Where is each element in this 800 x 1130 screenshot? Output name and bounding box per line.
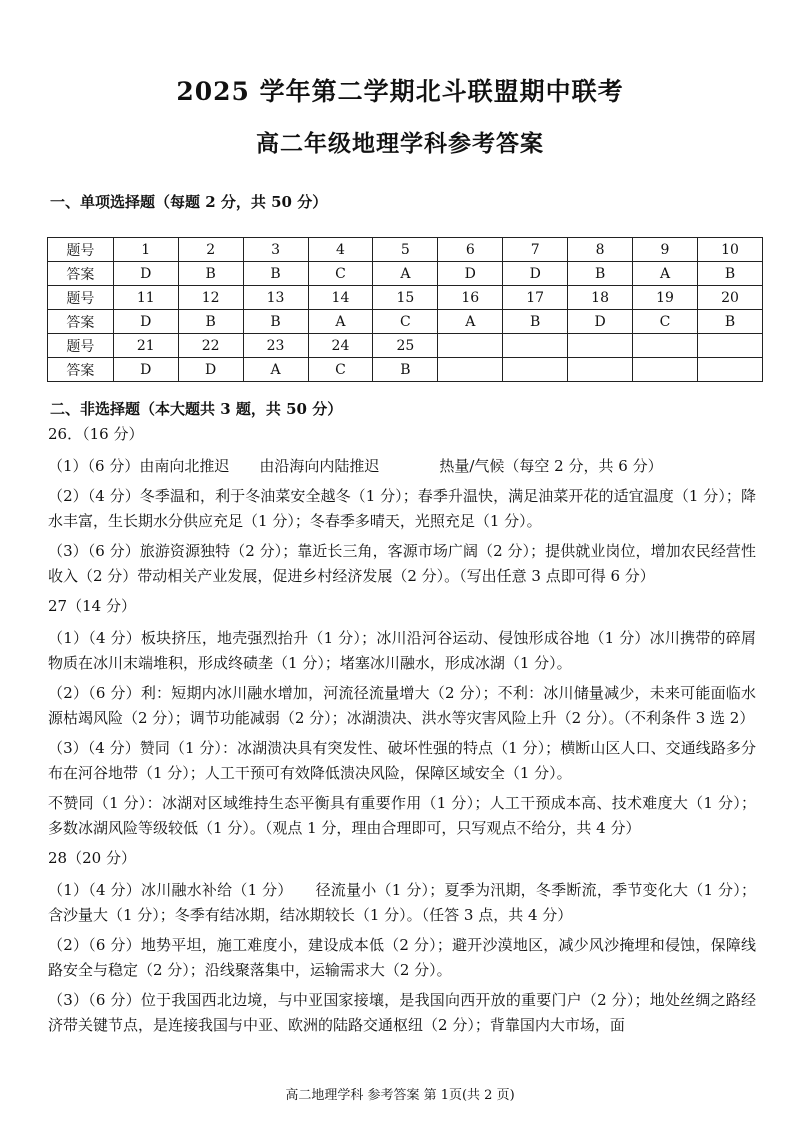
question-number-cell: 2 [178,238,243,262]
question-number-cell: 11 [113,286,178,310]
answer-paragraph: （1）（4 分）冰川融水补给（1 分） 径流量小（1 分）；夏季为汛期，冬季断流，季节变化大（1 分）；含沙量大（1 分）；冬季有结冰期，结冰期较长（1 分）。（任答 3 点，共 4 分） [48,881,756,924]
question-number-cell: 3 [243,238,308,262]
answer-paragraph: （2）（4 分）冬季温和，利于冬油菜安全越冬（1 分）；春季升温快，满足油菜开花的适宜温度（1 分）；降水丰富，生长期水分供应充足（1 分）；冬春季多晴天，光照充足（1 分）。 [48,487,756,530]
exam-subtitle: 高二年级地理学科参考答案 [256,130,544,157]
answer-cell: A [308,310,373,334]
answer-table [47,237,763,382]
question-number-cell [568,334,633,358]
row-label-answer: 答案 [48,310,114,334]
question-number-cell: 22 [178,334,243,358]
question-number-row [48,334,763,358]
section1-heading: 一、单项选择题（每题 2 分，共 50 分） [50,193,328,211]
question-number-cell: 12 [178,286,243,310]
question-heading: 26．（16 分） [48,425,144,443]
answer-cell [697,358,762,382]
row-label-number: 题号 [48,334,114,358]
question-number-cell: 23 [243,334,308,358]
answer-cell: D [178,358,243,382]
question-number-row [48,238,763,262]
question-number-cell: 6 [438,238,503,262]
answer-cell: B [178,310,243,334]
answer-cell: D [113,262,178,286]
answer-cell: B [243,310,308,334]
question-number-cell: 14 [308,286,373,310]
question-number-row [48,286,763,310]
row-label-number: 题号 [48,238,114,262]
answer-cell: C [633,310,698,334]
page-footer: 高二地理学科 参考答案 第 1页(共 2 页) [285,1088,515,1103]
question-number-cell [633,334,698,358]
answer-cell: D [568,310,633,334]
question-number-cell: 7 [503,238,568,262]
question-number-cell: 13 [243,286,308,310]
question-number-cell: 18 [568,286,633,310]
answer-row [48,358,763,382]
answer-paragraph: （1）（6 分）由南向北推迟 由沿海向内陆推迟 热量/气候（每空 2 分，共 6 分） [48,457,663,475]
question-number-cell: 4 [308,238,373,262]
section2-heading: 二、非选择题（本大题共 3 题，共 50 分） [50,400,343,418]
answer-paragraph: （3）（4 分）赞同（1 分）：冰湖溃决具有突发性、破坏性强的特点（1 分）；横断山区人口、交通线路多分布在河谷地带（1 分）；人工干预可有效降低溃决风险，保障区域安全（1 分）。 [48,739,756,782]
answer-cell: B [568,262,633,286]
answer-cell: D [113,310,178,334]
question-number-cell: 19 [633,286,698,310]
question-number-cell: 15 [373,286,438,310]
question-heading: 28（20 分） [48,849,136,867]
exam-title: 2025 学年第二学期北斗联盟期中联考 [176,77,624,106]
question-number-cell [697,334,762,358]
answer-cell [503,358,568,382]
question-number-cell: 10 [697,238,762,262]
answer-paragraph: （1）（4 分）板块挤压，地壳强烈抬升（1 分）；冰川沿河谷运动、侵蚀形成谷地（1 分）冰川携带的碎屑物质在冰川末端堆积，形成终碛垄（1 分）；堵塞冰川融水，形成冰湖（1 分）。 [48,629,756,672]
row-label-answer: 答案 [48,358,114,382]
answer-cell [568,358,633,382]
answer-cell: C [308,262,373,286]
answer-cell: B [373,358,438,382]
answer-paragraph: （2）（6 分）利：短期内冰川融水增加，河流径流量增大（2 分）；不利：冰川储量减少，未来可能面临水源枯竭风险（2 分）；调节功能减弱（2 分）；冰湖溃决、洪水等灾害风险上升（2 分）。（不利条件 3 选 2） [48,684,756,727]
answer-cell: D [503,262,568,286]
answer-paragraph: （2）（6 分）地势平坦，施工难度小，建设成本低（2 分）；避开沙漠地区，减少风沙掩埋和侵蚀，保障线路安全与稳定（2 分）；沿线聚落集中，运输需求大（2 分）。 [48,936,756,979]
row-label-number: 题号 [48,286,114,310]
question-number-cell: 1 [113,238,178,262]
answer-paragraph: （3）（6 分）位于我国西北边境，与中亚国家接壤，是我国向西开放的重要门户（2 分）；地处丝绸之路经济带关键节点，是连接我国与中亚、欧洲的陆路交通枢纽（2 分）；背靠国内大市场，面 [48,991,756,1034]
answer-cell: B [178,262,243,286]
answer-cell: B [697,262,762,286]
answer-cell: A [438,310,503,334]
answer-cell: B [243,262,308,286]
question-number-cell [438,334,503,358]
answer-cell: D [113,358,178,382]
question-heading: 27（14 分） [48,597,136,615]
question-number-cell [503,334,568,358]
answer-cell: D [438,262,503,286]
row-label-answer: 答案 [48,262,114,286]
answer-paragraph: （3）（6 分）旅游资源独特（2 分）；靠近长三角，客源市场广阔（2 分）；提供就业岗位，增加农民经营性收入（2 分）带动相关产业发展，促进乡村经济发展（2 分）。（写出任意 3 点即可得 6 分） [48,542,756,585]
answer-cell: A [373,262,438,286]
question-number-cell: 17 [503,286,568,310]
answer-row [48,262,763,286]
answer-cell [633,358,698,382]
question-number-cell: 5 [373,238,438,262]
question-number-cell: 20 [697,286,762,310]
answer-cell: A [633,262,698,286]
question-number-cell: 25 [373,334,438,358]
answer-cell: C [373,310,438,334]
answer-row [48,310,763,334]
question-number-cell: 8 [568,238,633,262]
question-number-cell: 21 [113,334,178,358]
answer-body [48,422,756,1043]
question-number-cell: 24 [308,334,373,358]
answer-cell: B [697,310,762,334]
answer-cell: B [503,310,568,334]
answer-cell [438,358,503,382]
answer-cell: A [243,358,308,382]
question-number-cell: 16 [438,286,503,310]
answer-cell: C [308,358,373,382]
question-number-cell: 9 [633,238,698,262]
answer-paragraph: 不赞同（1 分）：冰湖对区域维持生态平衡具有重要作用（1 分）；人工干预成本高、技术难度大（1 分）；多数冰湖风险等级较低（1 分）。（观点 1 分，理由合理即可，只写观点不给分，共 4 分） [48,794,756,837]
